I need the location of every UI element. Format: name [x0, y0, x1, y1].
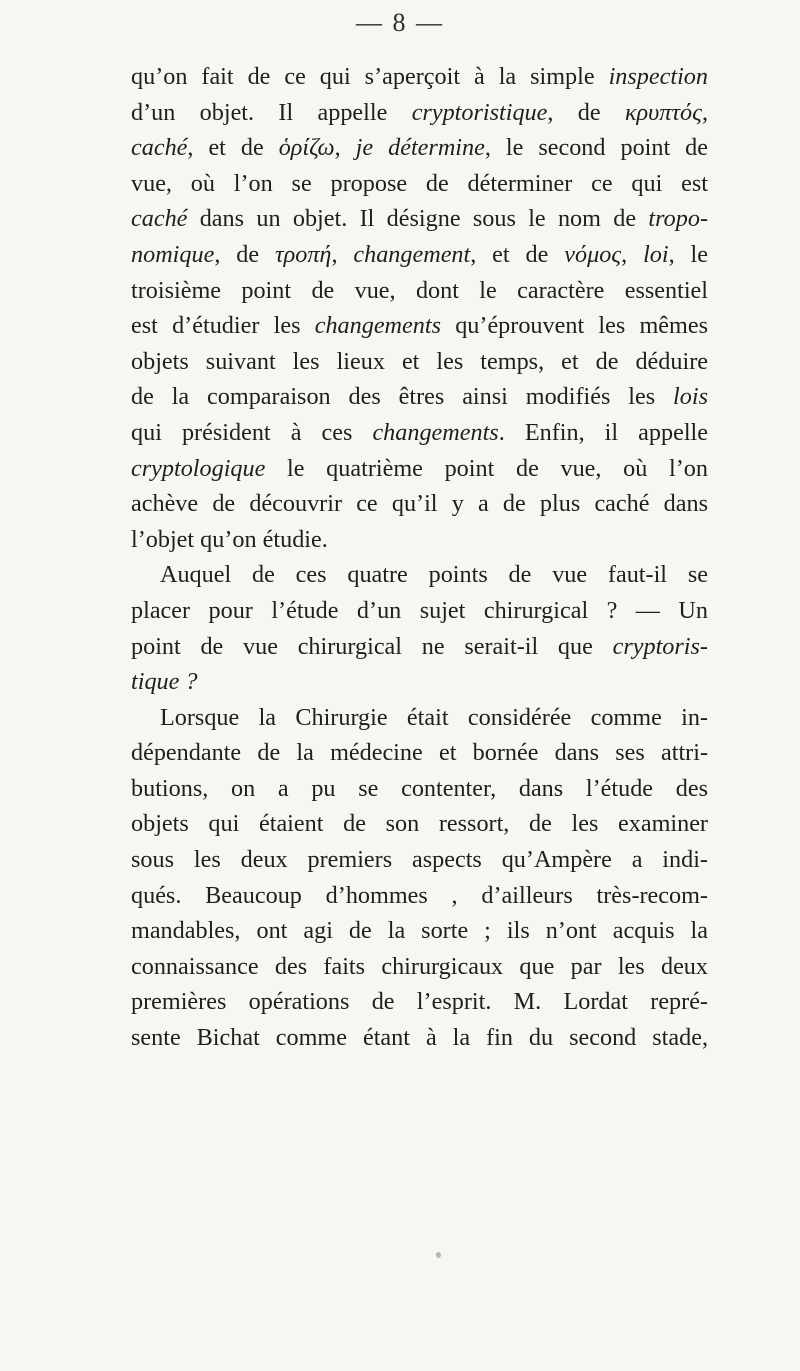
text-run: qués. Beaucoup d’hommes , d’ailleurs très-recom- — [131, 881, 708, 909]
italic-term: cryptologique — [131, 454, 266, 482]
text-line — [131, 379, 708, 415]
text-line — [131, 522, 708, 558]
text-run: dépendante de la médecine et bornée dans ses attri- — [131, 739, 708, 767]
text-line — [131, 842, 708, 878]
text-run: point de vue chirurgical ne serait-il que — [131, 632, 613, 660]
text-line — [131, 806, 708, 842]
text-run: Lorsque la Chirurgie était considérée comme in- — [160, 703, 708, 731]
text-line — [131, 949, 708, 985]
italic-term: tropo- — [648, 205, 708, 233]
text-line — [131, 59, 708, 95]
italic-term: changements — [314, 312, 441, 340]
text-line — [131, 201, 708, 237]
italic-term: caché — [131, 134, 188, 162]
text-line — [131, 486, 708, 522]
italic-term: nomique — [131, 240, 215, 268]
text-run: objets suivant les lieux et les temps, et de déduire — [131, 347, 708, 375]
text-run: . Enfin, il appelle — [498, 418, 708, 446]
italic-term: loi — [643, 240, 669, 268]
text-run: sente Bichat comme étant à la fin du second stade, — [131, 1024, 708, 1052]
italic-term: cryptoristique — [411, 98, 548, 126]
italic-term: tique ? — [131, 668, 198, 696]
italic-term: changement — [353, 240, 471, 268]
italic-term: lois — [673, 383, 708, 411]
text-line — [131, 700, 708, 736]
text-run: , le second point de — [484, 134, 708, 162]
text-line — [131, 95, 708, 131]
text-run: sous les deux premiers aspects qu’Ampère a indi- — [131, 846, 708, 874]
text-run: , — [621, 240, 644, 268]
italic-term: νόμος — [564, 240, 622, 268]
text-run: qui président à ces — [131, 418, 373, 446]
text-run: Auquel de ces quatre points de vue faut-il se — [160, 561, 708, 589]
paper-speck — [436, 1252, 441, 1258]
page-number: — 8 — — [356, 8, 444, 37]
text-run: , et de — [470, 240, 565, 268]
text-line — [131, 415, 708, 451]
text-run: le quatrième point de vue, où l’on — [265, 454, 708, 482]
text-run: l’objet qu’on étudie. — [131, 525, 328, 553]
italic-term: cryptoris- — [612, 632, 708, 660]
text-run: , de — [547, 98, 625, 126]
text-run: vue, où l’on se propose de déterminer ce qui est — [131, 169, 708, 197]
text-run: placer pour l’étude d’un sujet chirurgical ? — Un — [131, 596, 708, 624]
text-line — [131, 735, 708, 771]
text-run: , — [701, 98, 708, 126]
text-line — [131, 273, 708, 309]
italic-term: je détermine — [355, 134, 485, 162]
text-run: qu’éprouvent les mêmes — [440, 312, 708, 340]
text-line — [131, 344, 708, 380]
text-run: qu’on fait de ce qui s’aperçoit à la simple — [131, 63, 609, 90]
text-line — [131, 1020, 708, 1056]
text-line — [131, 130, 708, 166]
text-run: d’un objet. Il appelle — [131, 98, 412, 126]
text-line — [131, 913, 708, 949]
italic-term: ὁρίζω — [278, 134, 335, 162]
italic-term: changements — [372, 418, 499, 446]
text-run: , le — [668, 240, 708, 268]
text-line — [131, 664, 708, 700]
text-run: dans un objet. Il désigne sous le nom de — [187, 205, 649, 233]
text-line — [131, 878, 708, 914]
text-line — [131, 451, 708, 487]
text-run: objets qui étaient de son ressort, de les examiner — [131, 810, 708, 838]
text-run: de la comparaison des êtres ainsi modifiés les — [131, 383, 674, 411]
text-run: mandables, ont agi de la sorte ; ils n’ont acquis la — [131, 917, 708, 945]
text-run: , et de — [187, 134, 279, 162]
text-line — [131, 629, 708, 665]
text-line — [131, 308, 708, 344]
text-run: connaissance des faits chirurgicaux que par les deux — [131, 952, 708, 980]
text-run: , — [331, 240, 354, 268]
text-run: , — [334, 134, 356, 162]
text-run: premières opérations de l’esprit. M. Lordat repré- — [131, 988, 708, 1016]
text-run: butions, on a pu se contenter, dans l’étude des — [131, 774, 708, 802]
body-text — [131, 59, 708, 1056]
italic-term: caché — [131, 205, 188, 233]
text-run: achève de découvrir ce qu’il y a de plus caché dans — [131, 490, 708, 518]
italic-term: κρυπτός — [624, 98, 702, 126]
text-line — [131, 166, 708, 202]
italic-term: τροπή — [274, 240, 332, 268]
text-line — [131, 593, 708, 629]
text-line — [131, 557, 708, 593]
text-line — [131, 984, 708, 1020]
text-run: , de — [214, 240, 275, 268]
text-line — [131, 771, 708, 807]
text-line — [131, 237, 708, 273]
italic-term: inspection — [608, 63, 708, 90]
text-run: troisième point de vue, dont le caractère essentiel — [131, 276, 708, 304]
text-run: est d’étudier les — [131, 312, 315, 340]
